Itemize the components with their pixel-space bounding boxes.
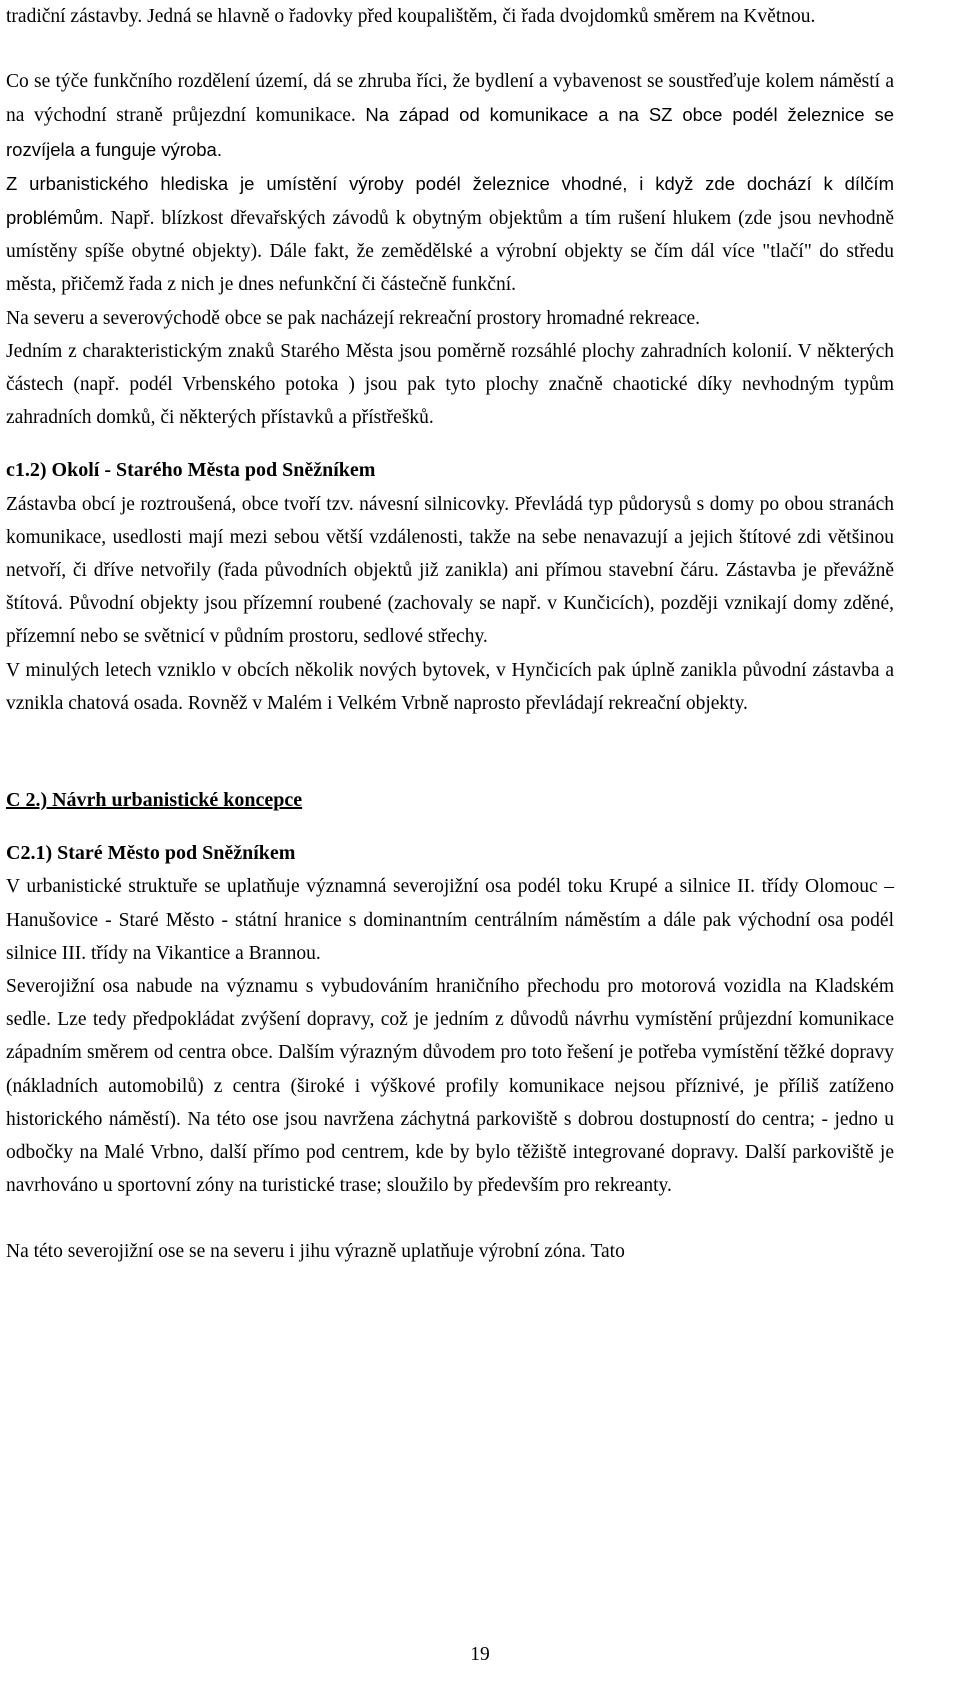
paragraph-functional-division <box>6 65 894 167</box>
spacer <box>6 33 894 65</box>
paragraph-urban-structure: V urbanistické struktuře se uplatňuje významná severojižní osa podél toku Krupé a silnice II. třídy Olomouc – Hanušovice - Staré Město - státní hranice s dominantním centrálním náměstím a dále pak východní osa podél silnice III. třídy na Vikantice a Brannou. <box>6 876 894 964</box>
text-production-west: Na západ od komunikace a na SZ obce podél železnice se rozvíjela a funguje výroba. <box>6 104 894 160</box>
spacer <box>6 720 894 784</box>
text-functional-division: Co se týče funkčního rozdělení území, dá se zhruba říci, že bydlení a vybavenost se soustřeďuje kolem náměstí a na východní straně průjezdní komunikace. <box>6 71 894 127</box>
section-heading-c1-2: c1.2) Okolí - Starého Města pod Sněžníkem <box>6 459 376 482</box>
spacer <box>6 817 894 837</box>
paragraph-recreation: Na severu a severovýchodě obce se pak nacházejí rekreační prostory hromadné rekreace. <box>6 307 701 329</box>
section-heading-c2-1: C2.1) Staré Město pod Sněžníkem <box>6 842 296 865</box>
text-urbanistic-view: Z urbanistického hlediska je umístění výroby podél železnice vhodné, i když zde dochází k dílčím problémům. <box>6 172 894 229</box>
document-page <box>6 0 894 1268</box>
text-urbanistic-problems: Např. blízkost dřevařských závodů k obytným objektům a tím rušení hlukem (zde jsou nevhodně umístěny spíše obytné objekty). Dále fakt, že zemědělské a výrobní objekty se čím dál více "tlačí" do středu města, přičemž řada z nich je dnes nefunkční či částečně funkční. <box>6 208 895 296</box>
paragraph-garden-colonies: Jedním z charakteristickým znaků Starého Města jsou poměrně rozsáhlé plochy zahradních kolonií. V některých částech (např. podél Vrbenského potoka ) jsou pak tyto plochy značně chaotické díky nevhodným typům zahradních domků, či některých přístavků a přístřešků. <box>6 340 894 429</box>
paragraph-settlement-type: Zástavba obcí je roztroušená, obce tvoří tzv. návesní silnicovky. Převládá typ půdorysů s domy po obou stranách komunikace, usedlosti mají mezi sebou větší vzdálenosti, takže na sebe nenavazují a jejich štítové zdi většinou netvoří, či dříve netvořily (řada původních objektů již zanikla) ani přímou stavební čáru. Zástavba je převážně štítová. Původní objekty jsou přízemní roubené (zachovaly se např. v Kunčicích), později vznikají domy zděné, přízemní nebo se světnicí v půdním prostoru, sedlové střechy. <box>6 493 894 648</box>
paragraph-north-south-axis: Severojižní osa nabude na významu s vybudováním hraničního přechodu pro motorová vozidla na Kladském sedle. Lze tedy předpokládat zvýšení dopravy, což je jedním z důvodů návrhu vymístění průjezdní komunikace západním směrem od centra obce. Dalším výrazným důvodem pro toto řešení je potřeba vymístění těžké dopravy (nákladních automobilů) z centra (široké i výškové profily komunikace nejsou příznivé, je příliš zatíženo historického náměstí). Na této ose jsou navržena záchytná parkoviště s dobrou dostupností do centra; - jedno u odbočky na Malé Vrbno, další přímo pod centrem, kde by bylo těžiště integrované dopravy. Další parkoviště je navrhováno u sportovní zóny na turistické trase; sloužilo by především pro rekreanty. <box>6 976 894 1197</box>
page-number: 19 <box>470 1644 490 1665</box>
section-heading-c2-text: C 2.) Návrh urbanistické koncepce <box>6 789 303 812</box>
paragraph-intro-continuation: tradiční zástavby. Jedná se hlavně o řadovky před koupalištěm, či řada dvojdomků směrem na Květnou. <box>6 6 816 27</box>
paragraph-urbanistic-view <box>6 167 894 302</box>
spacer <box>6 434 894 454</box>
section-heading-c2 <box>6 784 894 817</box>
paragraph-recent-years: V minulých letech vzniklo v obcích několik nových bytovek, v Hynčicích pak úplně zanikla původní zástavba a vznikla chatová osada. Rovněž v Malém i Velkém Vrbně naprosto převládají rekreační objekty. <box>6 659 894 714</box>
spacer <box>6 1203 894 1235</box>
paragraph-production-zone: Na této severojižní ose se na severu i jihu výrazně uplatňuje výrobní zóna. Tato <box>6 1240 625 1262</box>
